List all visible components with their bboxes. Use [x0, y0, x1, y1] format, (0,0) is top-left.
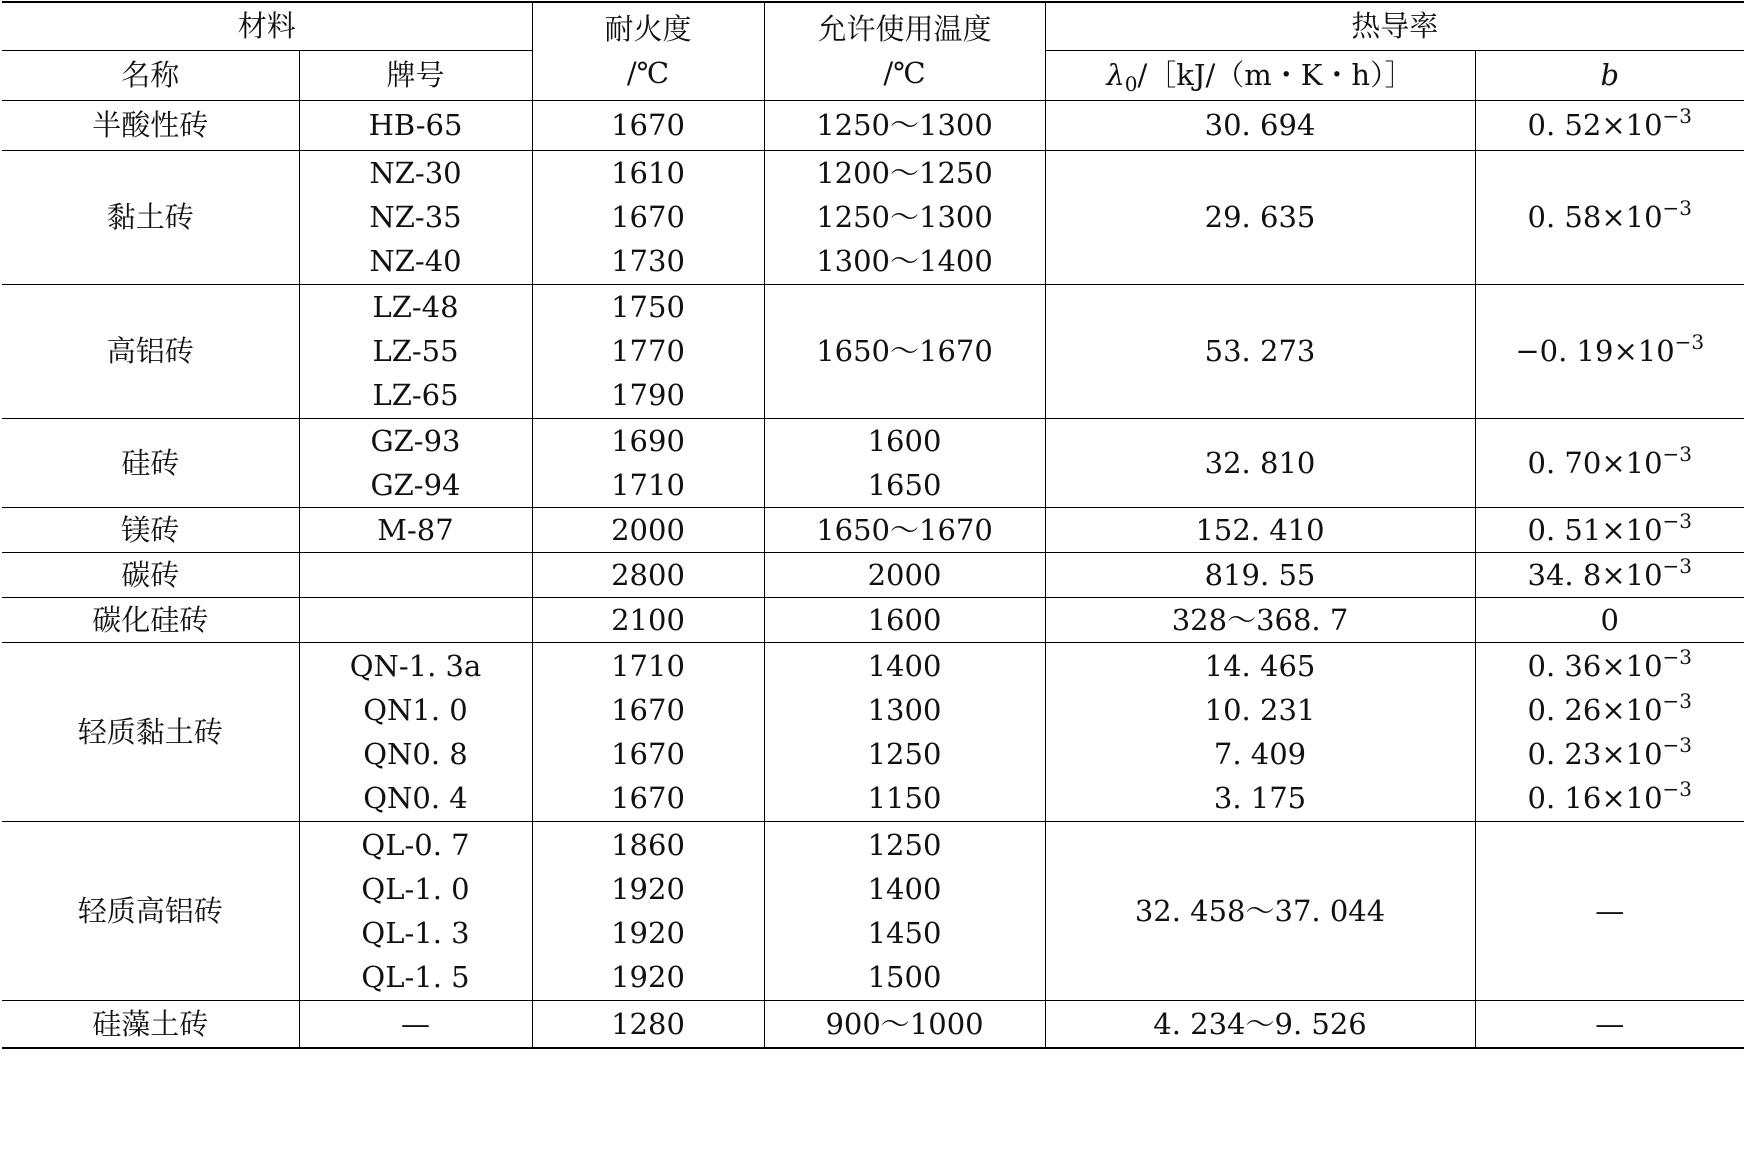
refractoriness: 1670: [611, 736, 685, 771]
allowed-temp: 1250: [867, 736, 942, 771]
refractory-materials-table: [2, 1, 1744, 1049]
allowed-temp: 1500: [867, 959, 942, 994]
b-exponent: −3: [1662, 104, 1693, 128]
material-name: 硅砖: [2, 418, 299, 507]
b-mantissa: 0. 52×10: [1527, 108, 1663, 142]
b-mantissa: 0: [1600, 602, 1619, 637]
table-row: [2, 100, 1744, 150]
refractoriness: 1670: [611, 692, 685, 727]
refractoriness: 1710: [611, 467, 685, 502]
table-row: [2, 507, 1744, 552]
refractoriness: 1710: [611, 648, 685, 683]
material-name: 半酸性砖: [2, 100, 299, 150]
header-refractoriness-label: 耐火度: [604, 12, 692, 47]
refractoriness-cell: [532, 284, 764, 418]
grade: NZ-35: [369, 200, 462, 234]
refractoriness-cell: [532, 1000, 764, 1048]
lambda-value-cell: [1045, 1000, 1475, 1048]
lambda-value: 3. 175: [1213, 780, 1307, 815]
refractoriness: 1860: [611, 827, 685, 862]
table-row: [2, 1000, 1744, 1048]
grade-cell: [299, 284, 532, 418]
grade: QL-0. 7: [361, 827, 470, 862]
refractoriness: 1670: [611, 200, 685, 234]
lambda-value: 14. 465: [1204, 648, 1316, 683]
header-allowed-temp-unit: /℃: [883, 56, 926, 91]
refractoriness: 2000: [611, 512, 685, 547]
grade-cell: [299, 418, 532, 507]
allowed-temp-cell: [764, 642, 1045, 821]
allowed-temp: 1600: [867, 602, 942, 637]
material-name: 镁砖: [2, 507, 299, 552]
b-mantissa: 34. 8×10: [1527, 557, 1663, 592]
grade: GZ-93: [370, 423, 461, 458]
lambda-value-cell: [1045, 821, 1475, 1000]
b-value: [1476, 889, 1745, 933]
b-value: [1476, 103, 1745, 147]
b-value: [1476, 1002, 1745, 1046]
lambda-value: 10. 231: [1204, 692, 1316, 727]
b-value: [1476, 644, 1745, 688]
b-cell: [1475, 642, 1744, 821]
lambda-value: 32. 458～37. 044: [1134, 893, 1386, 928]
refractoriness: 1770: [611, 334, 685, 368]
refractoriness: 1280: [611, 1006, 685, 1041]
b-mantissa: 0. 16×10: [1527, 780, 1663, 815]
refractoriness-cell: [532, 642, 764, 821]
material-name: 高铝砖: [2, 284, 299, 418]
allowed-temp: 1600: [867, 423, 942, 458]
b-exponent: −3: [1662, 732, 1693, 757]
lambda-value: 7. 409: [1213, 736, 1307, 771]
b-cell: [1475, 507, 1744, 552]
header-lambda: [1045, 50, 1475, 100]
b-cell: [1475, 597, 1744, 642]
b-value: [1476, 688, 1745, 732]
grade-cell: [299, 100, 532, 150]
lambda-value: 152. 410: [1195, 512, 1325, 547]
b-exponent: −3: [1662, 644, 1693, 669]
table-row: [2, 597, 1744, 642]
allowed-temp: 1650: [867, 467, 942, 502]
allowed-temp: 2000: [867, 557, 942, 592]
allowed-temp: 1400: [867, 648, 942, 683]
b-cell: [1475, 552, 1744, 597]
header-refractoriness-unit: /℃: [626, 56, 670, 91]
b-mantissa: 0. 58×10: [1527, 200, 1663, 234]
header-allowed-temp-label: 允许使用温度: [817, 12, 992, 47]
grade: LZ-65: [372, 378, 459, 412]
grade: QN-1. 3a: [349, 648, 482, 683]
lambda-value-cell: [1045, 284, 1475, 418]
material-name: 碳化硅砖: [2, 597, 299, 642]
allowed-temp: 1250～1300: [816, 200, 993, 234]
b-cell: [1475, 100, 1744, 150]
refractoriness-cell: [532, 150, 764, 284]
lambda-value: 819. 55: [1204, 557, 1316, 592]
b-mantissa: 0. 23×10: [1527, 736, 1663, 771]
b-exponent: −3: [1662, 553, 1693, 578]
lambda-value: 4. 234～9. 526: [1153, 1006, 1367, 1041]
grade-cell: [299, 642, 532, 821]
header-b: b: [1475, 50, 1744, 100]
allowed-temp: 1300: [867, 692, 942, 727]
b-mantissa: —: [1595, 1006, 1625, 1041]
grade: QN1. 0: [363, 692, 468, 727]
grade: GZ-94: [370, 467, 461, 502]
material-name: 碳砖: [2, 552, 299, 597]
refractoriness: 1790: [611, 378, 685, 412]
allowed-temp-cell: [764, 284, 1045, 418]
b-exponent: −3: [1662, 441, 1693, 466]
b-value: [1476, 195, 1745, 239]
header-material: 材料: [2, 2, 532, 50]
material-name: 轻质黏土砖: [2, 642, 299, 821]
refractoriness: 1690: [611, 423, 685, 458]
grade: NZ-30: [369, 156, 462, 190]
grade-cell: [299, 150, 532, 284]
b-mantissa: 0. 36×10: [1527, 648, 1663, 683]
lambda-value-cell: [1045, 150, 1475, 284]
refractoriness: 1670: [611, 108, 685, 142]
b-mantissa: —: [1595, 893, 1625, 928]
lambda-value-cell: [1045, 552, 1475, 597]
grade-cell: [299, 821, 532, 1000]
allowed-temp: 1400: [867, 871, 942, 906]
header-refractoriness: [532, 2, 764, 100]
b-mantissa: −0. 19×10: [1515, 334, 1675, 368]
refractoriness-cell: [532, 507, 764, 552]
allowed-temp: 1250～1300: [816, 108, 993, 142]
allowed-temp: 1150: [867, 780, 942, 815]
b-mantissa: 0. 51×10: [1527, 512, 1663, 547]
allowed-temp-cell: [764, 552, 1045, 597]
header-thermal-conductivity: 热导率: [1045, 2, 1744, 50]
allowed-temp: 1650～1670: [816, 334, 993, 368]
allowed-temp: 1200～1250: [816, 156, 993, 190]
table-row: [2, 418, 1744, 507]
lambda-value: 32. 810: [1204, 445, 1316, 480]
refractoriness: 1750: [611, 290, 685, 324]
allowed-temp-cell: [764, 597, 1045, 642]
b-value: [1476, 508, 1745, 552]
table-row: [2, 642, 1744, 821]
refractoriness: 1610: [611, 156, 685, 190]
lambda-value: 53. 273: [1204, 334, 1316, 368]
lambda-value-cell: [1045, 642, 1475, 821]
table-row: [2, 150, 1744, 284]
grade: LZ-55: [372, 334, 459, 368]
lambda-symbol: λ: [1106, 58, 1125, 92]
header-grade: 牌号: [299, 50, 532, 100]
b-value: [1476, 732, 1745, 776]
material-name: 硅藻土砖: [2, 1000, 299, 1048]
b-exponent: −3: [1674, 330, 1705, 354]
refractoriness: 1920: [611, 959, 685, 994]
b-cell: [1475, 150, 1744, 284]
b-cell: [1475, 821, 1744, 1000]
allowed-temp: 1300～1400: [816, 244, 993, 278]
refractoriness-cell: [532, 418, 764, 507]
grade: LZ-48: [372, 290, 459, 324]
header-allowed-temp: [764, 2, 1045, 100]
refractoriness-cell: [532, 597, 764, 642]
grade: QL-1. 0: [361, 871, 470, 906]
lambda-value-cell: [1045, 100, 1475, 150]
lambda-subscript: 0: [1124, 72, 1138, 96]
b-cell: [1475, 284, 1744, 418]
b-exponent: −3: [1662, 688, 1693, 713]
lambda-value-cell: [1045, 418, 1475, 507]
allowed-temp: 1450: [867, 915, 942, 950]
lambda-value: 30. 694: [1204, 108, 1316, 142]
allowed-temp-cell: [764, 418, 1045, 507]
header-name: 名称: [2, 50, 299, 100]
table-row: [2, 821, 1744, 1000]
table-row: [2, 552, 1744, 597]
refractoriness: 1920: [611, 871, 685, 906]
table-body: [2, 100, 1744, 1048]
allowed-temp: 900～1000: [825, 1006, 984, 1041]
b-exponent: −3: [1662, 508, 1693, 533]
grade-cell: [299, 1000, 532, 1048]
refractoriness-cell: [532, 552, 764, 597]
b-value: [1476, 329, 1745, 373]
b-mantissa: 0. 26×10: [1527, 692, 1663, 727]
refractoriness: 2100: [611, 602, 685, 637]
grade-cell: [299, 597, 532, 642]
b-value: [1476, 441, 1745, 485]
b-exponent: −3: [1662, 776, 1693, 801]
allowed-temp: 1250: [867, 827, 942, 862]
grade: M-87: [377, 512, 454, 547]
refractoriness: 1670: [611, 780, 685, 815]
material-name: 黏土砖: [2, 150, 299, 284]
refractoriness-cell: [532, 821, 764, 1000]
grade-cell: [299, 507, 532, 552]
b-mantissa: 0. 70×10: [1527, 445, 1663, 480]
grade: —: [401, 1006, 430, 1041]
refractoriness: 1730: [611, 244, 685, 278]
allowed-temp-cell: [764, 507, 1045, 552]
b-value: [1476, 598, 1745, 642]
allowed-temp: 1650～1670: [816, 512, 993, 547]
allowed-temp-cell: [764, 1000, 1045, 1048]
refractoriness: 1920: [611, 915, 685, 950]
material-name: 轻质高铝砖: [2, 821, 299, 1000]
grade: HB-65: [368, 108, 463, 142]
lambda-value: 328～368. 7: [1171, 602, 1349, 637]
grade-cell: [299, 552, 532, 597]
lambda-value-cell: [1045, 597, 1475, 642]
b-cell: [1475, 418, 1744, 507]
grade: QL-1. 5: [361, 959, 470, 994]
grade: NZ-40: [369, 244, 462, 278]
table-row: [2, 284, 1744, 418]
allowed-temp-cell: [764, 150, 1045, 284]
grade: QN0. 8: [363, 736, 468, 771]
refractoriness: 2800: [611, 557, 685, 592]
b-cell: [1475, 1000, 1744, 1048]
b-exponent: −3: [1662, 196, 1693, 220]
allowed-temp-cell: [764, 100, 1045, 150]
lambda-value: 29. 635: [1204, 200, 1316, 234]
grade: QL-1. 3: [361, 915, 470, 950]
allowed-temp-cell: [764, 821, 1045, 1000]
b-value: [1476, 553, 1745, 597]
lambda-unit: /［kJ/（m・K・h）］: [1137, 58, 1414, 92]
refractoriness-cell: [532, 100, 764, 150]
b-value: [1476, 776, 1745, 820]
lambda-value-cell: [1045, 507, 1475, 552]
grade: QN0. 4: [363, 780, 468, 815]
